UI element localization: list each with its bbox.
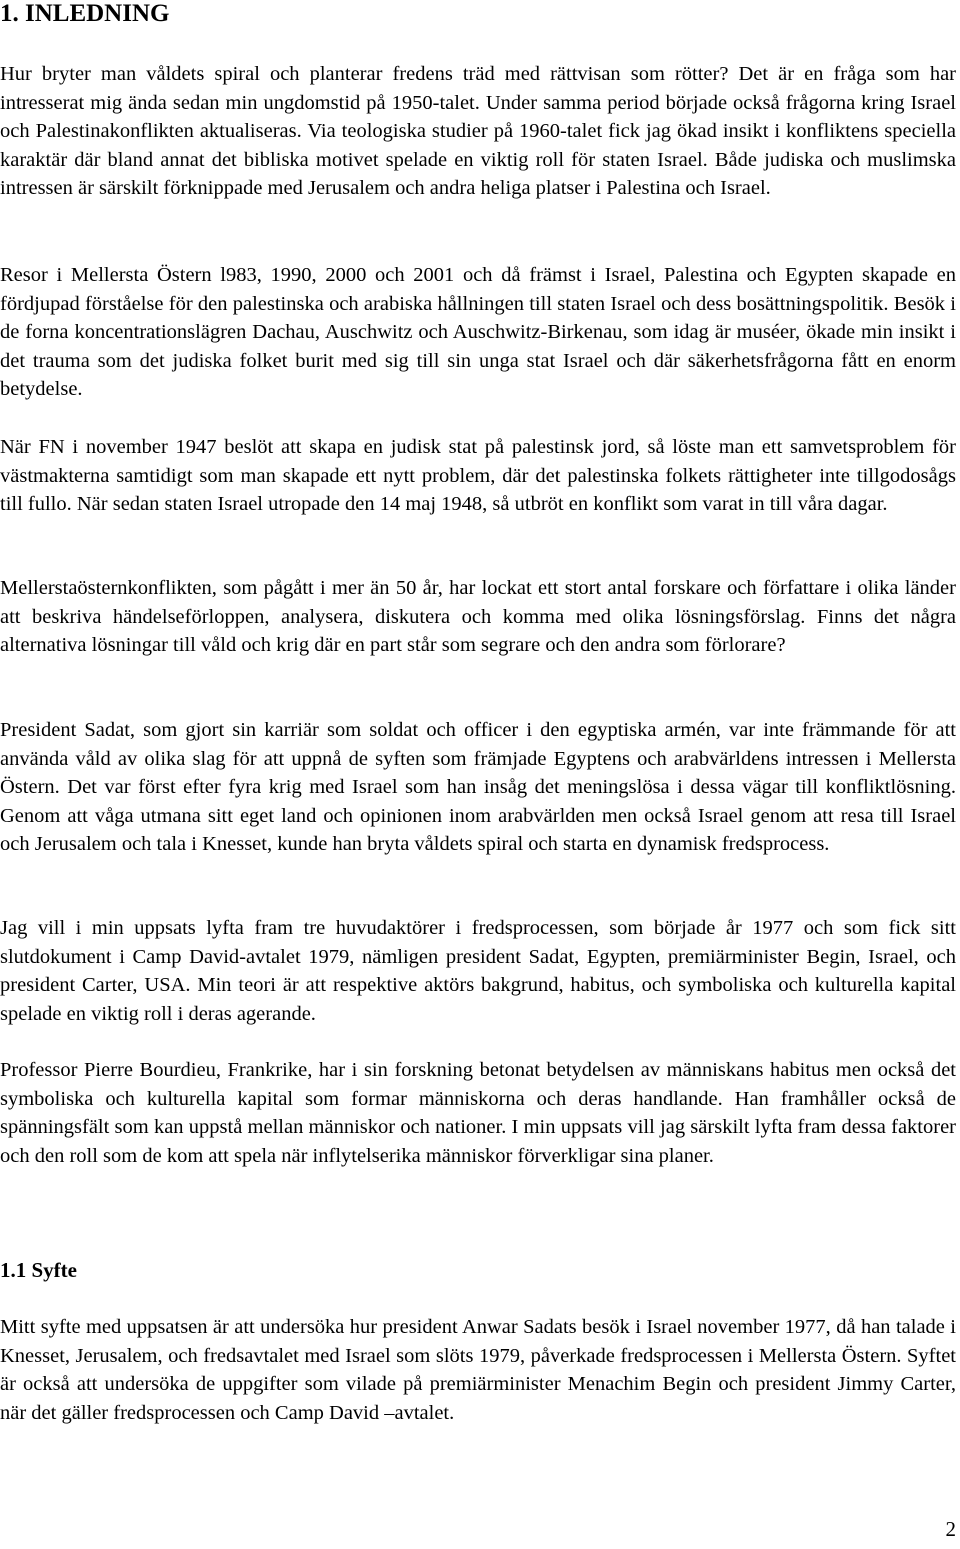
paragraph-intro: Hur bryter man våldets spiral och planterar fredens träd med rättvisan som rötter? Det är en fråga som har intresserat mig ända sedan min ungdomstid på 1950-talet. Under samma period började också frågorna kring Israel och Palestinakonflikten aktualiseras. Via teologiska studier på 1960-talet fick jag ökad insikt i konfliktens speciella karaktär där bland annat det bibliska motivet spelade en viktig roll för staten Israel. Både judiska och muslimska intressen är särskilt förknippade med Jerusalem och andra heliga platser i Palestina och Israel. xyxy=(0,63,956,199)
paragraph-bourdieu: Professor Pierre Bourdieu, Frankrike, har i sin forskning betonat betydelsen av människans habitus men också det symboliska och kulturella kapital som formar människorna och deras handlande. Han framhåller också de spänningsfält som kan uppstå mellan människor och nationer. I min uppsats vill jag särskilt lyfta fram dessa faktorer och den roll som de kom att spela när inflytelserika människor förverkligar sina planer. xyxy=(0,1059,956,1167)
paragraph-travels: Resor i Mellersta Östern l983, 1990, 2000 och 2001 och då främst i Israel, Palestina och Egypten skapade en fördjupad förståelse för den palestinska och arabiska hållningen till staten Israel och dess bosättningspolitik. Besök i de forna koncentrationslägren Dachau, Auschwitz och Auschwitz-Birkenau, som idag är muséer, ökade min insikt i det trauma som det judiska folket burit med sig till sin unga stat Israel och där säkerhetsfrågorna fått en enorm betydelse. xyxy=(0,264,956,400)
paragraph-purpose: Mitt syfte med uppsatsen är att undersöka hur president Anwar Sadats besök i Israel november 1977, då han talade i Knesset, Jerusalem, och fredsavtalet med Israel som slöts 1979, påverkade fredsprocessen i Mellersta Östern. Syftet är också att undersöka de uppgifter som vilade på premiärminister Menachim Begin och president Jimmy Carter, när det gäller fredsprocessen och Camp David –avtalet. xyxy=(0,1316,956,1424)
page-number: 2 xyxy=(945,1517,956,1541)
paragraph-un-1947: När FN i november 1947 beslöt att skapa en judisk stat på palestinsk jord, så löste man ett samvetsproblem för västmakterna samtidigt som man skapade ett nytt problem, där det palestinska folkets rättigheter inte tillgodosågs till fullo. När sedan staten Israel utropade den 14 maj 1948, så utbröt en konflikt som varat in till våra dagar. xyxy=(0,436,956,515)
paragraph-actors: Jag vill i min uppsats lyfta fram tre huvudaktörer i fredsprocessen, som började år 1977 och som fick sitt slutdokument i Camp David-avtalet 1979, nämligen president Sadat, Egypten, premiärminister Begin, Israel, och president Carter, USA. Min teori är att respektive aktörs bakgrund, habitus, och symboliska och kulturella kapital spelade en viktig roll i deras agerande. xyxy=(0,917,956,1025)
subsection-heading: 1.1 Syfte xyxy=(0,1258,77,1282)
paragraph-sadat: President Sadat, som gjort sin karriär som soldat och officer i den egyptiska armén, var inte främmande för att använda våld av olika slag för att uppnå de syften som främjade Egyptens och arabvärldens intressen i Mellersta Östern. Det var först efter fyra krig med Israel som han insåg det meningslösa i dessa vägar till konfliktlösning. Genom att våga utmana sitt eget land och opinionen inom arabvärlden men också Israel genom att resa till Israel och Jerusalem och tala i Knesset, kunde han bryta våldets spiral och starta en dynamisk fredsprocess. xyxy=(0,719,956,855)
paragraph-conflict: Mellerstaösternkonflikten, som pågått i mer än 50 år, har lockat ett stort antal forskare och författare i olika länder att beskriva händelseförloppen, analysera, diskutera och komma med olika lösningsförslag. Finns det några alternativa lösningar till våld och krig där en part står som segrare och den andra som förlorare? xyxy=(0,577,956,656)
section-heading: 1. INLEDNING xyxy=(0,0,170,27)
